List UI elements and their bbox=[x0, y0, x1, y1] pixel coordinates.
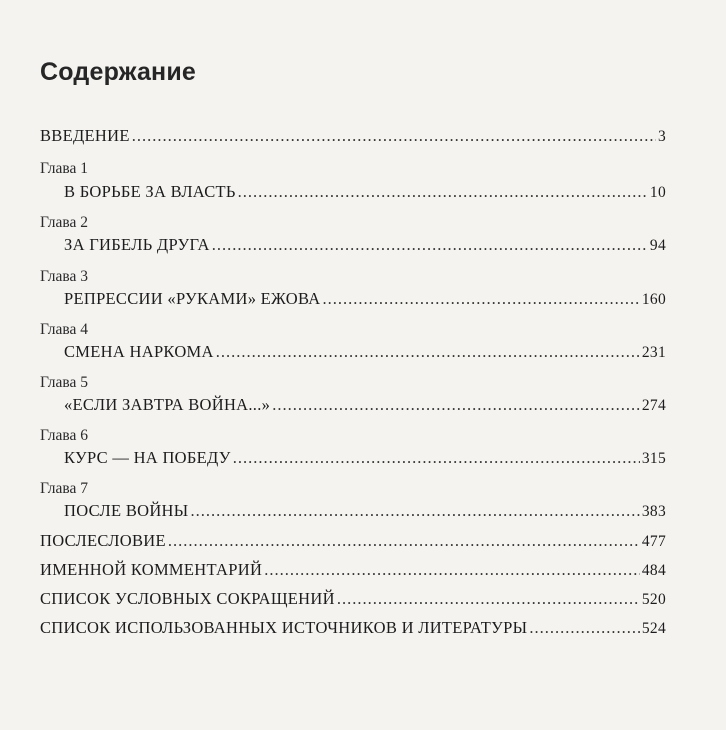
leader-dots bbox=[132, 126, 656, 146]
chapter-label: Глава 4 bbox=[40, 321, 89, 338]
toc-entry-introduction bbox=[40, 126, 666, 146]
toc-entry-title: ВВЕДЕНИЕ bbox=[40, 126, 130, 145]
toc-entry-page: 315 bbox=[641, 450, 666, 467]
leader-dots bbox=[190, 501, 639, 521]
toc-entry-page: 10 bbox=[649, 184, 666, 201]
toc-entry-page: 520 bbox=[641, 591, 666, 608]
toc-entry-page: 3 bbox=[657, 128, 666, 145]
toc-entry-chapter-6 bbox=[64, 448, 666, 468]
leader-dots bbox=[272, 395, 640, 415]
toc-entry-title: СПИСОК УСЛОВНЫХ СОКРАЩЕНИЙ bbox=[40, 589, 335, 608]
leader-dots bbox=[168, 531, 640, 551]
leader-dots bbox=[238, 182, 648, 202]
chapter-label: Глава 3 bbox=[40, 268, 89, 285]
chapter-label: Глава 7 bbox=[40, 480, 89, 497]
toc-entry-chapter-5 bbox=[64, 395, 666, 415]
leader-dots bbox=[216, 342, 640, 362]
toc-entry-chapter-4 bbox=[64, 342, 666, 362]
toc-entry-page: 274 bbox=[641, 397, 666, 414]
leader-dots bbox=[212, 235, 648, 255]
toc-entry-title: СПИСОК ИСПОЛЬЗОВАННЫХ ИСТОЧНИКОВ И ЛИТЕРАТУРЫ bbox=[40, 618, 528, 637]
leader-dots bbox=[337, 589, 640, 609]
toc-entry-title: ИМЕННОЙ КОММЕНТАРИЙ bbox=[40, 560, 263, 579]
toc-entry-page: 524 bbox=[641, 620, 666, 637]
page-title: Содержание bbox=[40, 58, 197, 86]
toc-entry-page: 160 bbox=[641, 291, 666, 308]
toc-entry-page: 484 bbox=[641, 562, 666, 579]
toc-entry-page: 477 bbox=[641, 533, 666, 550]
toc-entry-title: ЗА ГИБЕЛЬ ДРУГА bbox=[64, 235, 210, 254]
toc-entry-abbreviations bbox=[40, 589, 666, 609]
chapter-label: Глава 1 bbox=[40, 160, 89, 177]
toc-entry-chapter-3 bbox=[64, 289, 666, 309]
leader-dots bbox=[529, 618, 640, 638]
toc-entry-page: 383 bbox=[641, 503, 666, 520]
toc-entry-afterword bbox=[40, 531, 666, 551]
toc-entry-chapter-1 bbox=[64, 182, 666, 202]
toc-entry-page: 94 bbox=[649, 237, 666, 254]
toc-entry-title: В БОРЬБЕ ЗА ВЛАСТЬ bbox=[64, 182, 236, 201]
leader-dots bbox=[264, 560, 640, 580]
toc-entry-page: 231 bbox=[641, 344, 666, 361]
toc-entry-title: КУРС — НА ПОБЕДУ bbox=[64, 448, 231, 467]
toc-entry-title: ПОСЛЕСЛОВИЕ bbox=[40, 531, 166, 550]
toc-entry-name-commentary bbox=[40, 560, 666, 580]
chapter-label: Глава 6 bbox=[40, 427, 89, 444]
toc-entry-title: «ЕСЛИ ЗАВТРА ВОЙНА...» bbox=[64, 395, 271, 414]
toc-entry-chapter-2 bbox=[64, 235, 666, 255]
toc-entry-title: СМЕНА НАРКОМА bbox=[64, 342, 214, 361]
toc-entry-title: ПОСЛЕ ВОЙНЫ bbox=[64, 501, 189, 520]
toc-entry-sources bbox=[40, 618, 666, 638]
toc-entry-chapter-7 bbox=[64, 501, 666, 521]
chapter-label: Глава 2 bbox=[40, 214, 89, 231]
toc-entry-title: РЕПРЕССИИ «РУКАМИ» ЕЖОВА bbox=[64, 289, 321, 308]
leader-dots bbox=[233, 448, 640, 468]
chapter-label: Глава 5 bbox=[40, 374, 89, 391]
leader-dots bbox=[322, 289, 639, 309]
